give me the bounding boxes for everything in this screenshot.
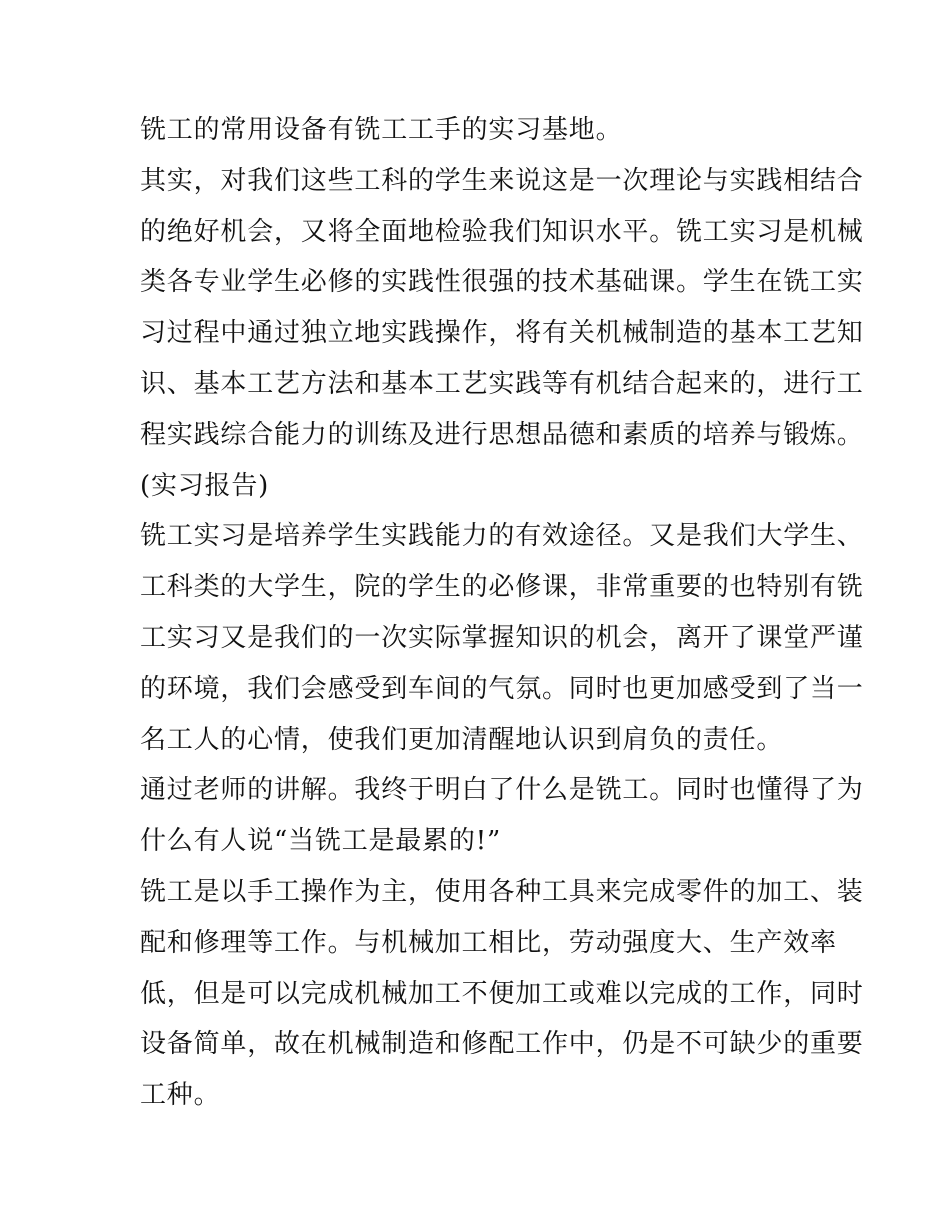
text-line: 的环境，我们会感受到车间的气氛。同时也更加感受到了当一 bbox=[140, 673, 864, 704]
body-text bbox=[140, 105, 864, 1121]
text-line: 类各专业学生必修的实践性很强的技术基础课。学生在铣工实 bbox=[140, 267, 864, 298]
text-line: 设备简单，故在机械制造和修配工作中，仍是不可缺少的重要 bbox=[140, 1029, 864, 1060]
text-line: 低，但是可以完成机械加工不便加工或难以完成的工作，同时 bbox=[140, 978, 864, 1009]
text-line: 的绝好机会，又将全面地检验我们知识水平。铣工实习是机械 bbox=[140, 216, 864, 247]
text-line: 识、基本工艺方法和基本工艺实践等有机结合起来的，进行工 bbox=[140, 368, 864, 399]
text-line: 名工人的心情，使我们更加清醒地认识到肩负的责任。 bbox=[140, 724, 784, 755]
text-line: (实习报告) bbox=[140, 470, 270, 501]
text-line: 铣工是以手工操作为主，使用各种工具来完成零件的加工、装 bbox=[140, 876, 864, 907]
text-line: 铣工的常用设备有铣工工手的实习基地。 bbox=[140, 115, 623, 145]
text-line: 程实践综合能力的训练及进行思想品德和素质的培养与锻炼。 bbox=[140, 419, 864, 450]
text-line: 习过程中通过独立地实践操作，将有关机械制造的基本工艺知 bbox=[140, 318, 864, 349]
text-line: 通过老师的讲解。我终于明白了什么是铣工。同时也懂得了为 bbox=[140, 775, 864, 806]
text-line: 什么有人说“当铣工是最累的!” bbox=[140, 826, 502, 857]
text-line: 工实习又是我们的一次实际掌握知识的机会，离开了课堂严谨 bbox=[140, 622, 864, 653]
text-line: 其实，对我们这些工科的学生来说这是一次理论与实践相结合 bbox=[140, 165, 864, 196]
text-line: 配和修理等工作。与机械加工相比，劳动强度大、生产效率 bbox=[140, 927, 837, 958]
text-line: 工种。 bbox=[140, 1080, 221, 1111]
text-line: 铣工实习是培养学生实践能力的有效途径。又是我们大学生、 bbox=[140, 521, 864, 552]
text-line: 工科类的大学生，院的学生的必修课，非常重要的也特别有铣 bbox=[140, 572, 864, 603]
